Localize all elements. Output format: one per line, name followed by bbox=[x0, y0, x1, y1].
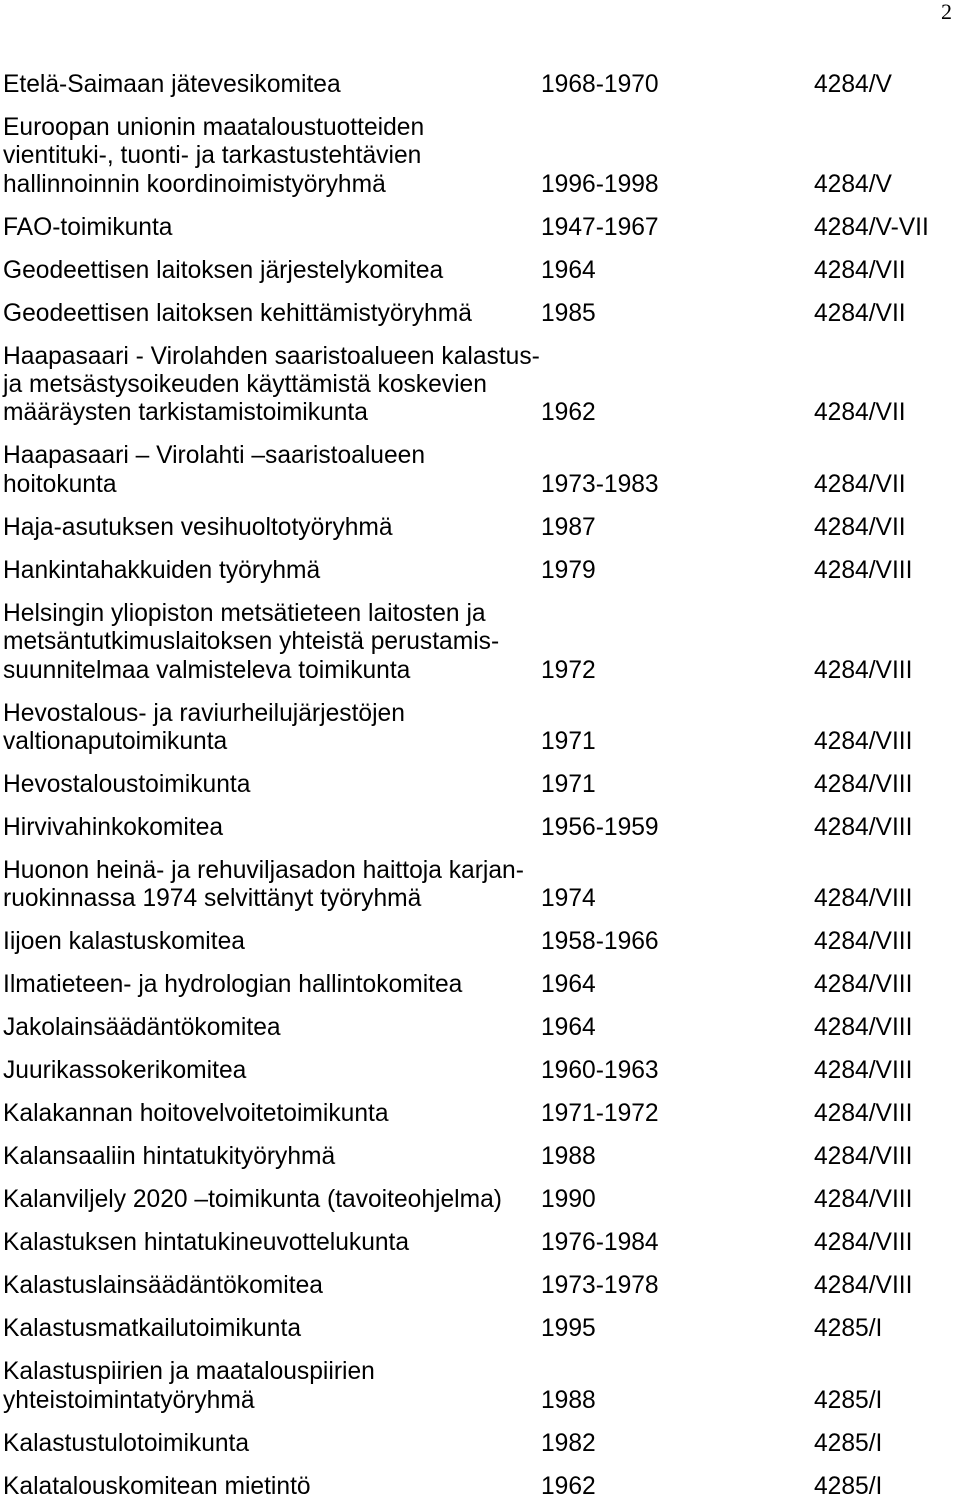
committee-name-line: Hankintahakkuiden työryhmä bbox=[3, 556, 321, 584]
committee-name-line: Huonon heinä- ja rehuviljasadon haittoja karjan- bbox=[3, 856, 524, 884]
committee-years: 1964 bbox=[541, 256, 596, 284]
committee-years: 1972 bbox=[541, 656, 596, 684]
committee-entry bbox=[3, 971, 953, 999]
committee-years: 1964 bbox=[541, 971, 596, 999]
committee-name-line: Kalakannan hoitovelvoitetoimikunta bbox=[3, 1100, 389, 1128]
committee-name-line: määräysten tarkistamistoimikunta bbox=[3, 399, 368, 427]
committee-name-line: Geodeettisen laitoksen kehittämistyöryhmä bbox=[3, 299, 472, 327]
committee-entry bbox=[3, 1430, 953, 1458]
committee-years: 1995 bbox=[541, 1315, 596, 1343]
archive-reference: 4285/I bbox=[814, 1429, 883, 1457]
committee-entry bbox=[3, 71, 953, 99]
committee-entry bbox=[3, 1358, 953, 1415]
committee-years: 1964 bbox=[541, 1014, 596, 1042]
committee-entry bbox=[3, 814, 953, 842]
archive-reference: 4284/V-VII bbox=[814, 213, 929, 241]
committee-years: 1960-1963 bbox=[541, 1057, 659, 1085]
committee-name-line: hallinnoinnin koordinoimistyöryhmä bbox=[3, 170, 386, 198]
archive-reference: 4284/VIII bbox=[814, 971, 913, 999]
committee-years: 1947-1967 bbox=[541, 213, 659, 241]
committee-name-line: ruokinnassa 1974 selvittänyt työryhmä bbox=[3, 885, 422, 913]
committee-years: 1988 bbox=[541, 1386, 596, 1414]
committee-years: 1976-1984 bbox=[541, 1229, 659, 1257]
committee-name-line: vientituki-, tuonti- ja tarkastustehtävien bbox=[3, 142, 422, 170]
committee-name-line: suunnitelmaa valmisteleva toimikunta bbox=[3, 656, 411, 684]
committee-years: 1979 bbox=[541, 556, 596, 584]
committee-years: 1988 bbox=[541, 1143, 596, 1171]
committee-entry bbox=[3, 1272, 953, 1300]
committee-years: 1962 bbox=[541, 1472, 596, 1500]
committee-years: 1958-1966 bbox=[541, 928, 659, 956]
archive-reference: 4284/VIII bbox=[814, 1100, 913, 1128]
committee-name-line: Kalansaaliin hintatukityöryhmä bbox=[3, 1143, 336, 1171]
committee-name-line: yhteistoimintatyöryhmä bbox=[3, 1386, 255, 1414]
committee-name-line: Kalanviljely 2020 –toimikunta (tavoiteohjelma) bbox=[3, 1186, 502, 1214]
archive-reference: 4284/VIII bbox=[814, 1229, 913, 1257]
committee-years: 1971 bbox=[541, 770, 596, 798]
archive-reference: 4284/V bbox=[814, 71, 892, 98]
committee-years: 1973-1978 bbox=[541, 1272, 659, 1300]
committee-name-line: hoitokunta bbox=[3, 470, 117, 498]
committee-name-line: Euroopan unionin maataloustuotteiden bbox=[3, 113, 425, 141]
committee-name-line: Helsingin yliopiston metsätieteen laitosten ja bbox=[3, 599, 486, 627]
committee-entry bbox=[3, 300, 953, 328]
committee-years: 1962 bbox=[541, 399, 596, 427]
archive-reference: 4285/I bbox=[814, 1472, 883, 1500]
archive-reference: 4284/VII bbox=[814, 513, 906, 541]
archive-reference: 4284/VII bbox=[814, 256, 906, 284]
archive-reference: 4284/V bbox=[814, 170, 892, 198]
archive-reference: 4284/VIII bbox=[814, 1057, 913, 1085]
committee-years: 1968-1970 bbox=[541, 71, 659, 98]
committee-name-line: Kalatalouskomitean mietintö bbox=[3, 1472, 311, 1500]
committee-entry bbox=[3, 1186, 953, 1214]
archive-reference: 4284/VIII bbox=[814, 1186, 913, 1214]
committee-entry bbox=[3, 114, 953, 199]
committee-entry bbox=[3, 700, 953, 757]
archive-reference: 4284/VII bbox=[814, 299, 906, 327]
archive-reference: 4284/VII bbox=[814, 470, 906, 498]
committee-years: 1971-1972 bbox=[541, 1100, 659, 1128]
archive-reference: 4284/VIII bbox=[814, 770, 913, 798]
committee-entry bbox=[3, 1143, 953, 1171]
committee-entry bbox=[3, 257, 953, 285]
committee-entry bbox=[3, 214, 953, 242]
committee-entry bbox=[3, 442, 953, 499]
committee-name-line: Kalastusmatkailutoimikunta bbox=[3, 1315, 301, 1343]
archive-reference: 4284/VIII bbox=[814, 727, 913, 755]
committee-years: 1974 bbox=[541, 885, 596, 913]
committee-name-line: Haja-asutuksen vesihuoltotyöryhmä bbox=[3, 513, 393, 541]
committee-name-line: Haapasaari – Virolahti –saaristoalueen bbox=[3, 442, 426, 470]
committee-name-line: valtionaputoimikunta bbox=[3, 727, 228, 755]
archive-reference: 4284/VIII bbox=[814, 1272, 913, 1300]
committee-list bbox=[3, 71, 953, 1501]
committee-entry bbox=[3, 1229, 953, 1257]
archive-reference: 4284/VII bbox=[814, 399, 906, 427]
committee-years: 1971 bbox=[541, 727, 596, 755]
committee-name-line: Haapasaari - Virolahden saaristoalueen kalastus- bbox=[3, 342, 540, 370]
archive-reference: 4284/VIII bbox=[814, 885, 913, 913]
archive-reference: 4284/VIII bbox=[814, 1143, 913, 1171]
committee-years: 1982 bbox=[541, 1429, 596, 1457]
committee-entry bbox=[3, 1100, 953, 1128]
committee-name-line: FAO-toimikunta bbox=[3, 213, 173, 241]
committee-entry bbox=[3, 1473, 953, 1501]
committee-entry bbox=[3, 343, 953, 428]
committee-entry bbox=[3, 557, 953, 585]
committee-entry bbox=[3, 1014, 953, 1042]
committee-name-line: Kalastuslainsäädäntökomitea bbox=[3, 1272, 323, 1300]
archive-reference: 4284/VIII bbox=[814, 556, 913, 584]
committee-years: 1985 bbox=[541, 299, 596, 327]
committee-name-line: Juurikassokerikomitea bbox=[3, 1057, 247, 1085]
committee-entry bbox=[3, 514, 953, 542]
committee-name-line: Kalastuksen hintatukineuvottelukunta bbox=[3, 1229, 410, 1257]
committee-name-line: Etelä-Saimaan jätevesikomitea bbox=[3, 71, 341, 98]
committee-name-line: Kalastuspiirien ja maatalouspiirien bbox=[3, 1358, 375, 1386]
committee-name-line: Iijoen kalastuskomitea bbox=[3, 928, 245, 956]
committee-name-line: Geodeettisen laitoksen järjestelykomitea bbox=[3, 256, 444, 284]
committee-name-line: metsäntutkimuslaitoksen yhteistä perustamis- bbox=[3, 628, 500, 656]
archive-reference: 4285/I bbox=[814, 1315, 883, 1343]
committee-years: 1973-1983 bbox=[541, 470, 659, 498]
archive-reference: 4284/VIII bbox=[814, 1014, 913, 1042]
archive-reference: 4284/VIII bbox=[814, 656, 913, 684]
committee-name-line: Hevostalous- ja raviurheilujärjestöjen bbox=[3, 699, 405, 727]
committee-entry bbox=[3, 857, 953, 914]
page-number: 2 bbox=[941, 0, 952, 24]
committee-name-line: Hevostaloustoimikunta bbox=[3, 770, 251, 798]
committee-entry bbox=[3, 1057, 953, 1085]
archive-reference: 4284/VIII bbox=[814, 813, 913, 841]
committee-name-line: Hirvivahinkokomitea bbox=[3, 813, 224, 841]
committee-name-line: ja metsästysoikeuden käyttämistä koskevien bbox=[3, 371, 487, 399]
committee-years: 1996-1998 bbox=[541, 170, 659, 198]
committee-entry bbox=[3, 600, 953, 685]
committee-name-line: Jakolainsäädäntökomitea bbox=[3, 1014, 281, 1042]
committee-years: 1956-1959 bbox=[541, 813, 659, 841]
committee-entry bbox=[3, 928, 953, 956]
archive-reference: 4285/I bbox=[814, 1386, 883, 1414]
committee-name-line: Kalastustulotoimikunta bbox=[3, 1429, 250, 1457]
committee-name-line: Ilmatieteen- ja hydrologian hallintokomitea bbox=[3, 971, 463, 999]
archive-reference: 4284/VIII bbox=[814, 928, 913, 956]
committee-entry bbox=[3, 771, 953, 799]
committee-years: 1987 bbox=[541, 513, 596, 541]
committee-entry bbox=[3, 1315, 953, 1343]
committee-years: 1990 bbox=[541, 1186, 596, 1214]
